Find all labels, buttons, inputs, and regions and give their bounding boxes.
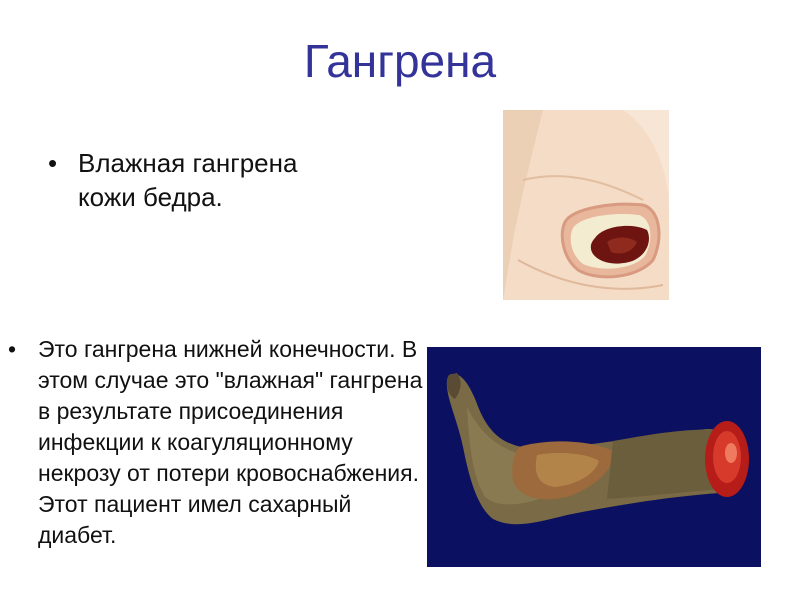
slide-title: Гангрена xyxy=(303,35,497,87)
bullet-thigh-text: Влажная гангрена кожи бедра. xyxy=(78,148,298,212)
bullet-marker: • xyxy=(48,148,58,178)
bullet-thigh xyxy=(48,146,368,214)
bullet-leg xyxy=(8,334,428,551)
leg-gangrene-image xyxy=(427,347,761,567)
bullet-marker: • xyxy=(8,336,17,362)
thigh-gangrene-image xyxy=(503,110,669,300)
bullet-leg-text: Это гангрена нижней конечности. В этом случае это "влажная" гангрена в результате присоединения инфекции к коагуляционному некрозу от потери кровоснабжения. Этот пациент имел сахарный диабет. xyxy=(38,336,423,548)
